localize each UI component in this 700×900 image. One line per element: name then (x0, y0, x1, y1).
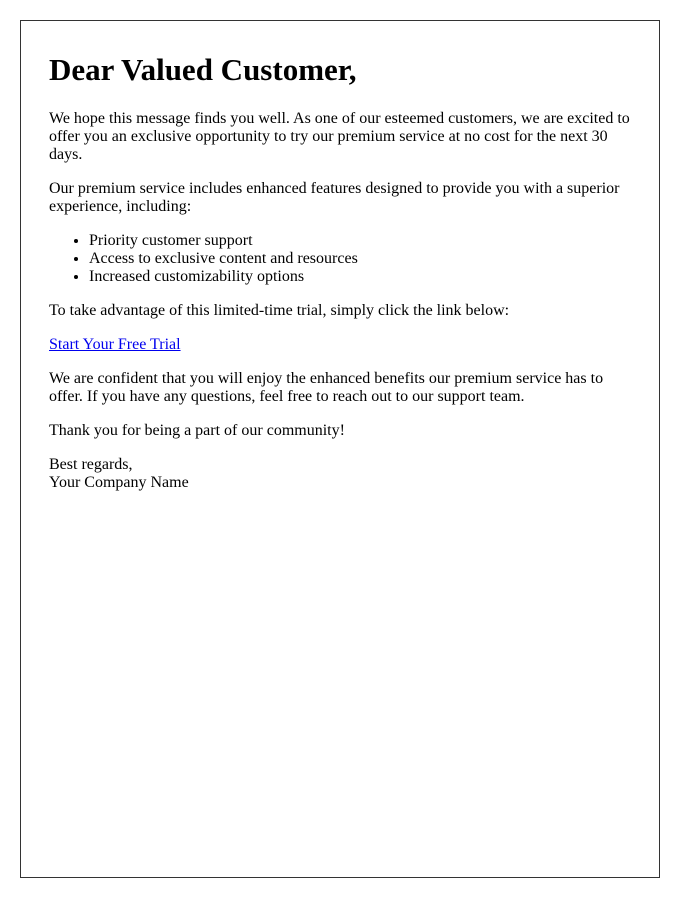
signature-text: Your Company Name (49, 474, 189, 492)
cta-intro-paragraph: To take advantage of this limited-time trial, simply click the link below: (49, 302, 510, 320)
start-free-trial-link[interactable]: Start Your Free Trial (49, 336, 181, 354)
features-intro-paragraph: Our premium service includes enhanced features designed to provide you with a superior experience, including: (49, 180, 620, 216)
confidence-paragraph: We are confident that you will enjoy the enhanced benefits our premium service has to offer. If you have any questions, feel free to reach out to our support team. (49, 370, 604, 406)
feature-item: • Access to exclusive content and resources (89, 250, 631, 268)
intro-paragraph: We hope this message finds you well. As one of our esteemed customers, we are excited to offer you an exclusive opportunity to try our premium service at no cost for the next 30 days. (49, 110, 630, 164)
thanks-paragraph: Thank you for being a part of our community! (49, 422, 345, 440)
cta-paragraph (49, 336, 631, 354)
feature-item: • Priority customer support (89, 232, 631, 250)
feature-item: • Increased customizability options (89, 268, 631, 286)
features-list (49, 232, 631, 286)
closing-text: Best regards, (49, 456, 133, 474)
signoff-block (49, 456, 631, 492)
letter-container (20, 20, 660, 878)
letter-greeting: Dear Valued Customer, (49, 52, 357, 87)
